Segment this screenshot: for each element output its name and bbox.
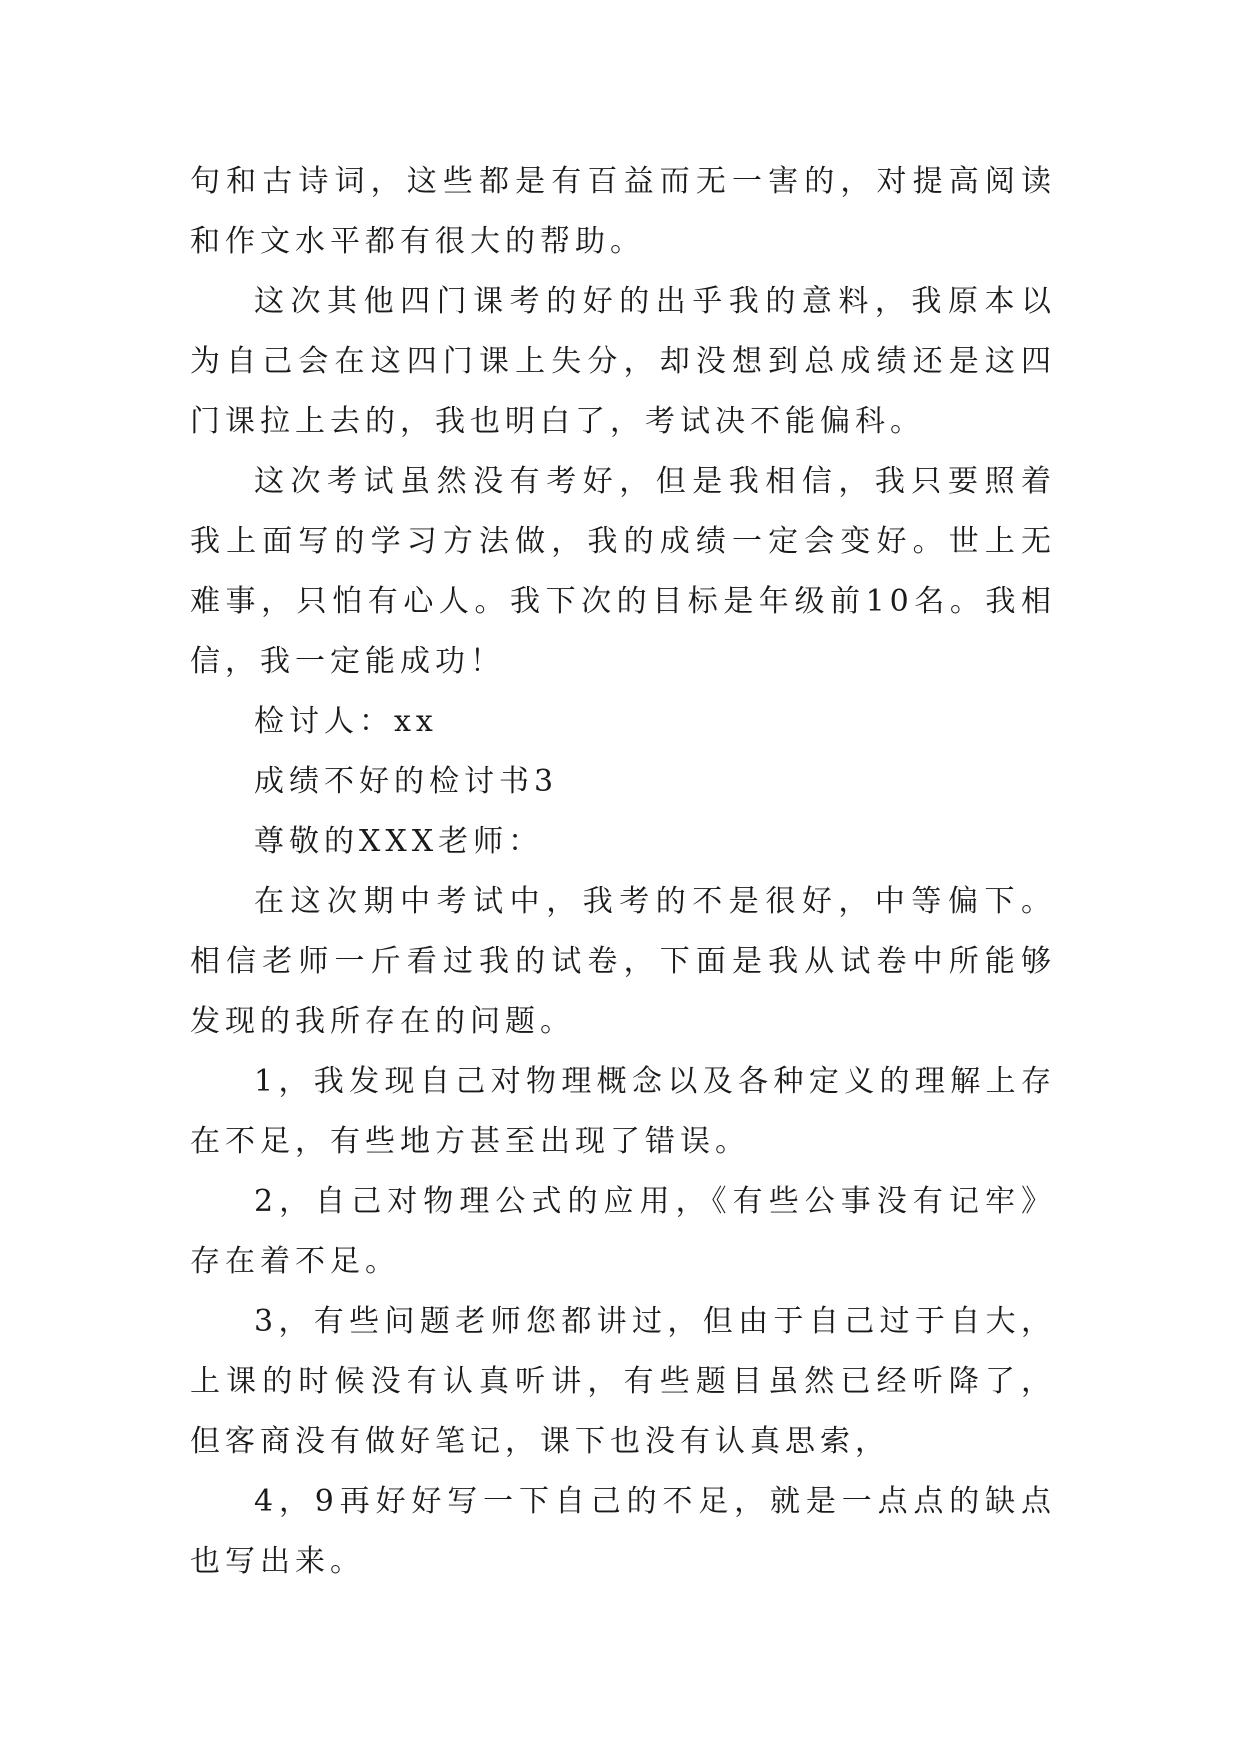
paragraph-resolution: 这次考试虽然没有考好，但是我相信，我只要照着我上面写的学习方法做，我的成绩一定会变好。世上无难事，只怕有心人。我下次的目标是年级前10名。我相信，我一定能成功！: [190, 464, 1056, 679]
paragraph-continuation: 句和古诗词，这些都是有百益而无一害的，对提高阅读和作文水平都有很大的帮助。: [190, 164, 1056, 259]
paragraph-point-2: 2，自己对物理公式的应用，《有些公事没有记牢》存在着不足。: [190, 1184, 1056, 1279]
paragraph-other-subjects: 这次其他四门课考的好的出乎我的意料，我原本以为自己会在这四门课上失分，却没想到总成绩还是这四门课拉上去的，我也明白了，考试决不能偏科。: [190, 284, 1056, 439]
paragraph-point-3: 3，有些问题老师您都讲过，但由于自己过于自大，上课的时候没有认真听讲，有些题目虽然已经听降了，但客商没有做好笔记，课下也没有认真思索，: [190, 1304, 1056, 1459]
paragraph-intro: 在这次期中考试中，我考的不是很好，中等偏下。相信老师一斤看过我的试卷，下面是我从试卷中所能够发现的我所存在的问题。: [190, 884, 1056, 1039]
document-body: [190, 152, 1056, 1592]
paragraph-point-1: 1，我发现自己对物理概念以及各种定义的理解上存在不足，有些地方甚至出现了错误。: [190, 1064, 1056, 1159]
salutation: 尊敬的XXX老师：: [254, 824, 544, 859]
signature-line: 检讨人：xx: [254, 704, 438, 739]
section-title: 成绩不好的检讨书3: [254, 764, 559, 799]
paragraph-point-4: 4，9再好好写一下自己的不足，就是一点点的缺点也写出来。: [190, 1484, 1056, 1579]
